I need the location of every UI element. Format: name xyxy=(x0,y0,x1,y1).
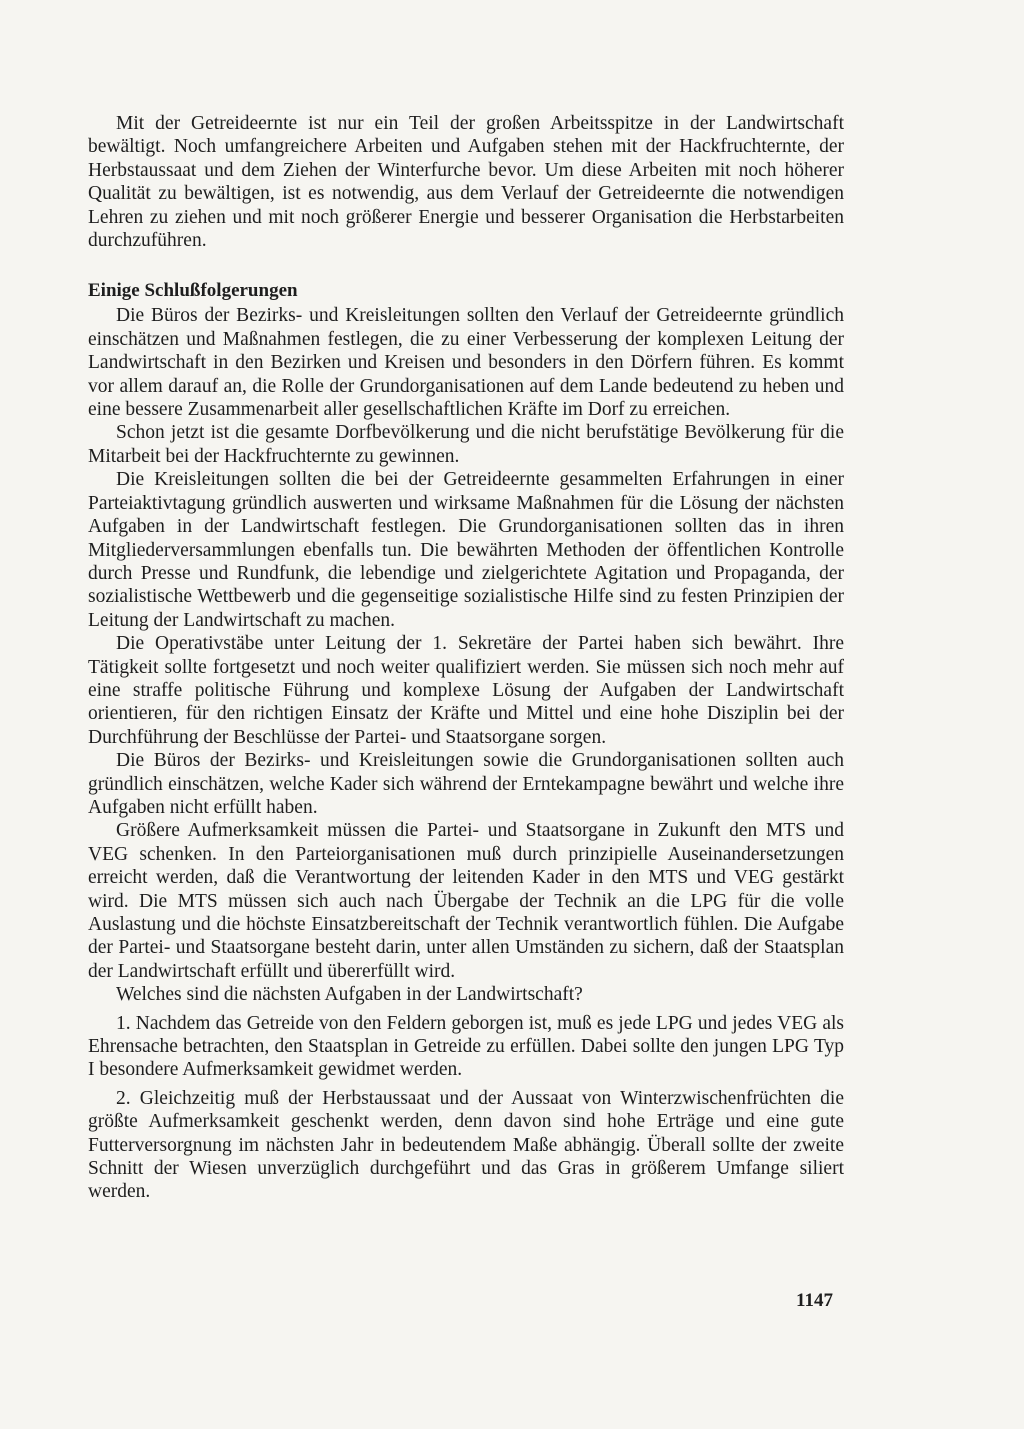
paragraph-3: Die Kreisleitungen sollten die bei der Getreideernte gesammelten Erfahrungen in einer Parteiaktivtagung gründlich auswerten und wirksame Maßnahmen für die Lösung der nächsten Aufgaben in der Landwirtschaft festlegen. Die Grundorganisationen sollten das in ihren Mitgliederversammlungen ebenfalls tun. Die bewährten Methoden der öffentlichen Kontrolle durch Presse und Rundfunk, die lebendige und zielgerichtete Agitation und Propaganda, der sozialistische Wettbewerb und die gegenseitige sozialistische Hilfe sind zu festen Prinzipien der Leitung der Landwirtschaft zu machen. xyxy=(88,469,844,631)
paragraph-1: Die Büros der Bezirks- und Kreisleitungen sollten den Verlauf der Getreideernte gründlich einschätzen und Maßnahmen festlegen, die zu einer Verbesserung der komplexen Leitung der Landwirtschaft in den Bezirken und Kreisen und besonders in den Dörfern führen. Es kommt vor allem darauf an, die Rolle der Grundorganisationen auf dem Lande bedeutend zu heben und eine bessere Zusammenarbeit aller gesellschaftlichen Kräfte im Dorf zu erreichen. xyxy=(88,305,844,421)
page-body xyxy=(88,112,844,1204)
paragraph-2: Schon jetzt ist die gesamte Dorfbevölkerung und die nicht berufstätige Bevölkerung für die Mitarbeit bei der Hackfruchternte zu gewinnen. xyxy=(88,422,844,467)
question-line: Welches sind die nächsten Aufgaben in der Landwirtschaft? xyxy=(116,984,583,1006)
list-item-2: 2. Gleichzeitig muß der Herbstaussaat und der Aussaat von Winterzwischenfrüchten die größte Aufmerksamkeit geschenkt werden, denn davon sind hohe Erträge und eine gute Futterversorgnung im nächsten Jahr in bedeutendem Maße abhängig. Überall sollte der zweite Schnitt der Wiesen unverzüglich durchgeführt und das Gras in größerem Umfange siliert werden. xyxy=(88,1087,844,1203)
paragraph-6: Größere Aufmerksamkeit müssen die Partei- und Staatsorgane in Zukunft den MTS und VEG schenken. In den Parteiorganisationen muß durch prinzipielle Auseinandersetzungen erreicht werden, daß die Verantwortung der leitenden Kader in den MTS und VEG gestärkt wird. Die MTS müssen sich auch nach Übergabe der Technik an die LPG für die volle Auslastung und die höchste Einsatzbereitschaft der Technik verantwortlich fühlen. Die Aufgabe der Partei- und Staatsorgane besteht darin, unter allen Umständen zu sichern, daß der Staatsplan der Landwirtschaft erfüllt und übererfüllt wird. xyxy=(88,820,844,982)
paragraph-5: Die Büros der Bezirks- und Kreisleitungen sowie die Grundorganisationen sollten auch gründlich einschätzen, welche Kader sich während der Erntekampagne bewährt und welche ihre Aufgaben nicht erfüllt haben. xyxy=(88,750,844,818)
list-item-1: 1. Nachdem das Getreide von den Feldern geborgen ist, muß es jede LPG und jedes VEG als Ehrensache betrachten, den Staatsplan in Getreide zu erfüllen. Dabei sollte den jungen LPG Typ I besondere Aufmerksamkeit gewidmet werden. xyxy=(88,1012,844,1081)
paragraph-4: Die Operativstäbe unter Leitung der 1. Sekretäre der Partei haben sich bewährt. Ihre Tätigkeit sollte fortgesetzt und noch weiter qualifiziert werden. Sie müssen sich noch mehr auf eine straffe politische Führung und komplexe Lösung der Aufgaben der Landwirtschaft orientieren, für den richtigen Einsatz der Kräfte und Mittel und eine hohe Disziplin bei der Durchführung der Beschlüsse der Partei- und Staatsorgane sorgen. xyxy=(88,633,844,748)
section-heading: Einige Schlußfolgerungen xyxy=(88,280,298,302)
page-number: 1147 xyxy=(796,1290,833,1311)
intro-paragraph: Mit der Getreideernte ist nur ein Teil der großen Arbeitsspitze in der Landwirtschaft bewältigt. Noch umfangreichere Arbeiten und Aufgaben stehen mit der Hackfruchternte, der Herbstaussaat und dem Ziehen der Winterfurche bevor. Um diese Arbeiten mit noch höherer Qualität zu bewältigen, ist es notwendig, aus dem Verlauf der Getreideernte die notwendigen Lehren zu ziehen und mit noch größerer Energie und besserer Organisation die Herbstarbeiten durchzuführen. xyxy=(88,113,844,252)
